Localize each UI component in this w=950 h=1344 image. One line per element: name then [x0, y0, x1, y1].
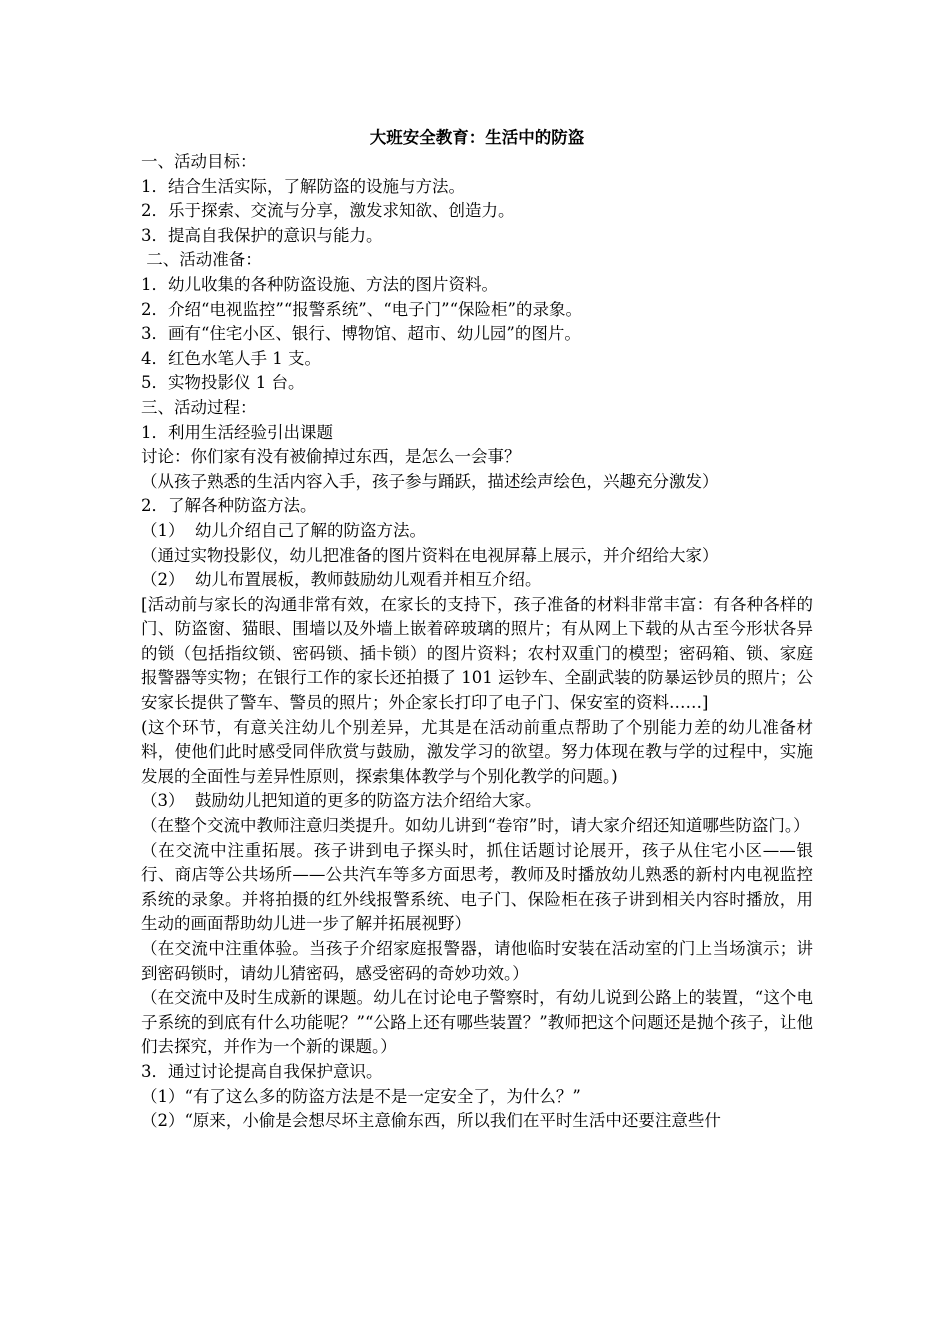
substep-1: （1） 幼儿介绍自己了解的防盗方法。	[141, 520, 426, 540]
process-step-1: 1．利用生活经验引出课题	[141, 422, 333, 442]
goal-item-2: 2．乐于探索、交流与分享，激发求知欲、创造力。	[141, 201, 515, 221]
section-heading-goals: 一、活动目标：	[141, 152, 257, 171]
process-step-3: 3．通过讨论提高自我保护意识。	[141, 1061, 383, 1081]
document-title: 大班安全教育：生活中的防盗	[369, 128, 585, 147]
paragraph-materials: [活动前与家长的沟通非常有效，在家长的支持下，孩子准备的材料非常丰富：有各种各样的门、防盗窗、猫眼、围墙以及外墙上嵌着碎玻璃的照片；有从网上下载的从古至今形状各异的锁（包括指纹锁、密码锁、插卡锁）的图片资料；农村双重门的模型；密码箱、锁、家庭报警器等实物；在银行工作的家长还拍摄了 101 运钞车、全副武装的防暴运钞员的照片；公安家长提供了警车、警员的照片；外企家长打印了电子门、保安室的资料……]	[141, 594, 813, 713]
question-2: （2）“原来，小偷是会想尽坏主意偷东西，所以我们在平时生活中还要注意些什	[141, 1111, 721, 1131]
goal-item-1: 1．结合生活实际，了解防盗的设施与方法。	[141, 176, 465, 196]
substep-2: （2） 幼儿布置展板，教师鼓励幼儿观看并相互介绍。	[141, 570, 542, 590]
paragraph-classify: （在整个交流中教师注意归类提升。如幼儿讲到“卷帘”时，请大家介绍还知道哪些防盗门。）	[141, 816, 810, 836]
discussion-question: 讨论：你们家有没有被偷掉过东西，是怎么一会事？	[141, 447, 521, 467]
section-heading-process: 三、活动过程：	[141, 397, 257, 417]
question-1: （1）“有了这么多的防盗方法是不是一定安全了，为什么？”	[141, 1086, 581, 1106]
prep-item-4: 4．红色水笔人手 1 支。	[141, 348, 321, 368]
note-projector: （通过实物投影仪，幼儿把准备的图片资料在电视屏幕上展示，并介绍给大家）	[141, 545, 719, 565]
prep-item-3: 3．画有“住宅小区、银行、博物馆、超市、幼儿园”的图片。	[141, 324, 581, 344]
note-interest: （从孩子熟悉的生活内容入手，孩子参与踊跃，描述绘声绘色，兴趣充分激发）	[141, 471, 719, 491]
process-step-2: 2．了解各种防盗方法。	[141, 496, 317, 516]
paragraph-reflection: (这个环节，有意关注幼儿个别差异，尤其是在活动前重点帮助了个别能力差的幼儿准备材料，使他们此时感受同伴欣赏与鼓励，激发学习的欲望。努力体现在教与学的过程中，实施发展的全面性与差异性原则，探索集体教学与个别化教学的问题。)	[141, 717, 813, 786]
paragraph-experience: （在交流中注重体验。当孩子介绍家庭报警器，请他临时安装在活动室的门上当场演示；讲到密码锁时，请幼儿猜密码，感受密码的奇妙功效。）	[141, 939, 813, 983]
document-page	[141, 126, 813, 1134]
section-heading-preparation: 二、活动准备：	[141, 250, 262, 270]
paragraph-expand: （在交流中注重拓展。孩子讲到电子探头时，抓住话题讨论展开，孩子从住宅小区——银行、商店等公共场所——公共汽车等多方面思考，教师及时播放幼儿熟悉的新村内电视监控系统的录象。并将拍摄的红外线报警系统、电子门、保险柜在孩子讲到相关内容时播放，用生动的画面帮助幼儿进一步了解并拓展视野）	[141, 840, 813, 934]
prep-item-2: 2．介绍“电视监控”“报警系统”、“电子门”“保险柜”的录象。	[141, 299, 582, 319]
goal-item-3: 3．提高自我保护的意识与能力。	[141, 225, 383, 245]
paragraph-new-topic: （在交流中及时生成新的课题。幼儿在讨论电子警察时，有幼儿说到公路上的装置，“这个电子系统的到底有什么功能呢？”“公路上还有哪些装置？”教师把这个问题还是抛个孩子，让他们去探究，并作为一个新的课题。）	[141, 988, 813, 1057]
substep-3: （3） 鼓励幼儿把知道的更多的防盗方法介绍给大家。	[141, 791, 542, 811]
prep-item-5: 5．实物投影仪 1 台。	[141, 373, 305, 393]
prep-item-1: 1．幼儿收集的各种防盗设施、方法的图片资料。	[141, 274, 498, 294]
